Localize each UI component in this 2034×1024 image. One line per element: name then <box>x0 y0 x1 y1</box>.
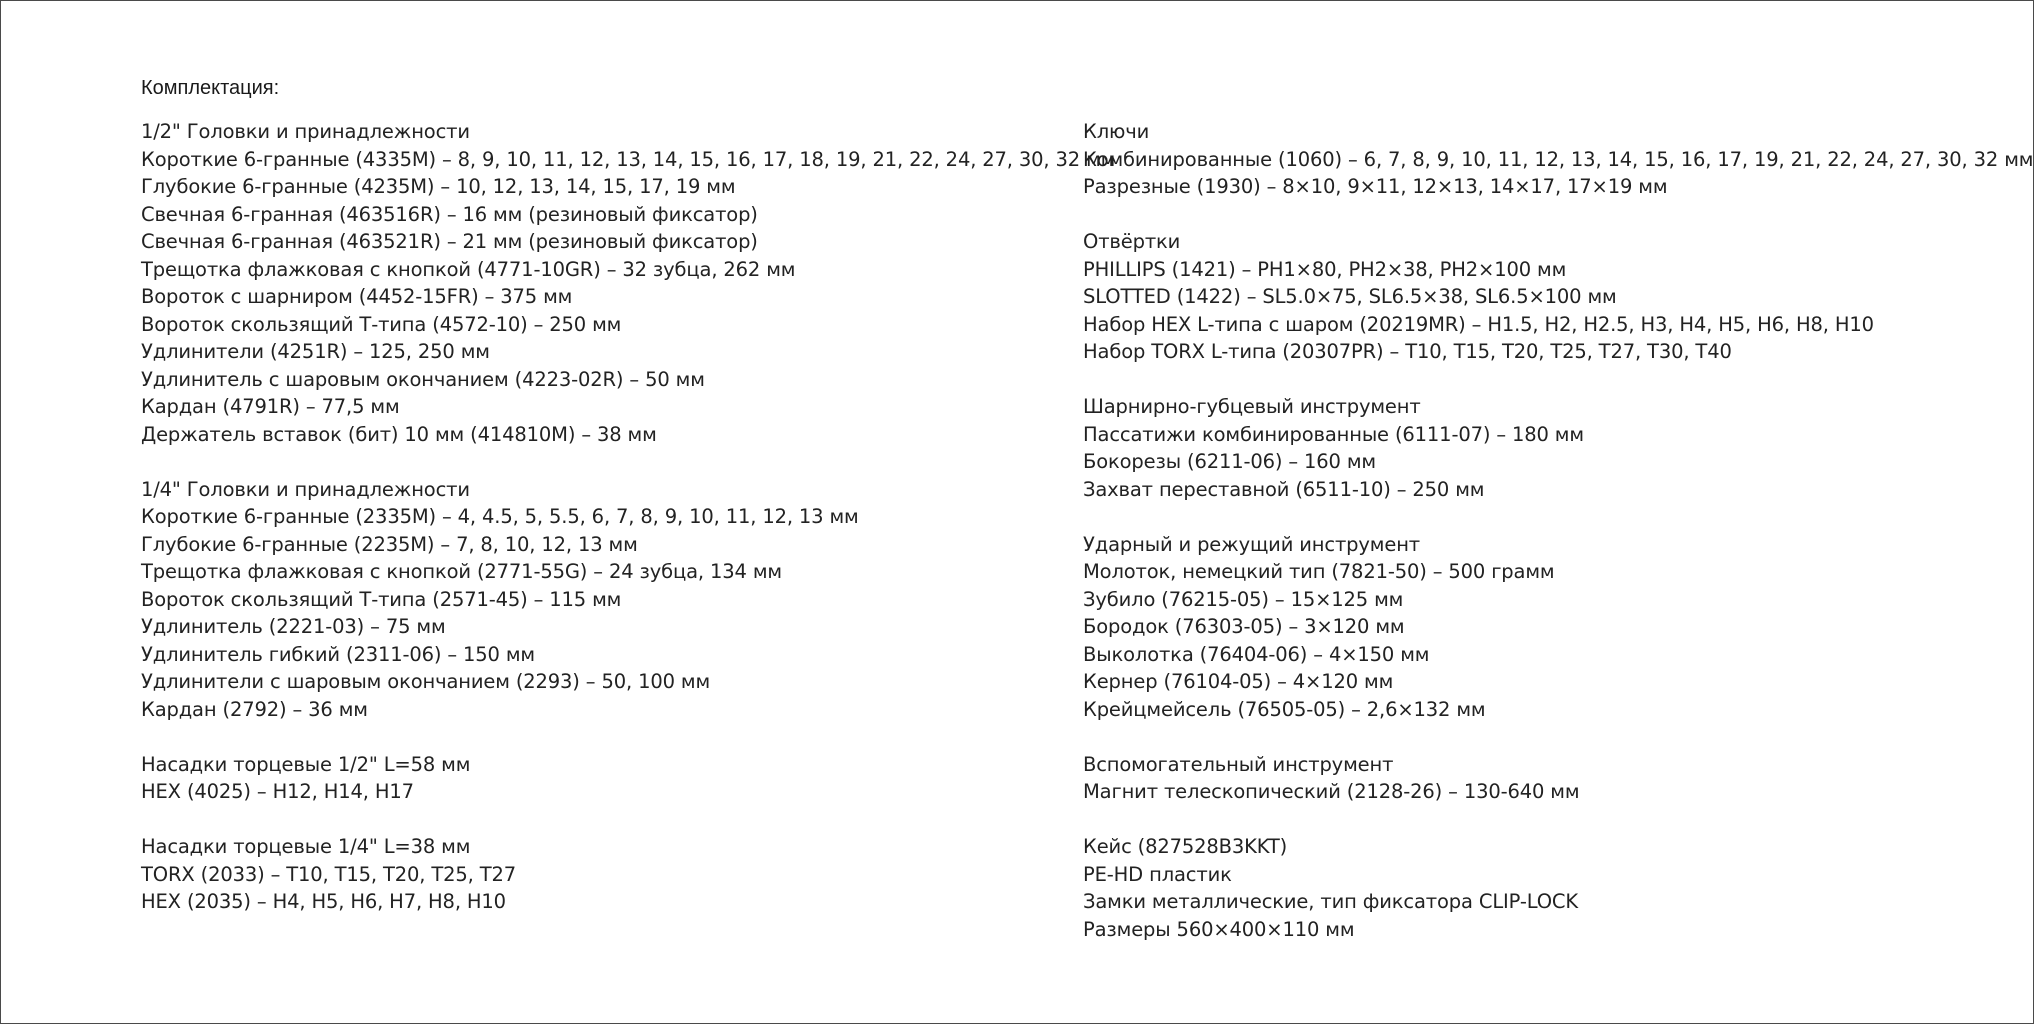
list-item: HEX (4025) – H12, H14, H17 <box>141 780 414 803</box>
list-item: Свечная 6-гранная (463516R) – 16 мм (резиновый фиксатор) <box>141 202 758 226</box>
group-title: Насадки торцевые 1/2" L=58 мм <box>141 752 471 776</box>
list-item: Крейцмейсель (76505-05) – 2,6×132 мм <box>1083 697 1486 721</box>
group-half-inch-sockets <box>141 118 1115 448</box>
list-item: Короткие 6-гранные (2335M) – 4, 4.5, 5, 5.5, 6, 7, 8, 9, 10, 11, 12, 13 мм <box>141 505 859 528</box>
list-item: Магнит телескопический (2128-26) – 130-640 мм <box>1083 780 1580 803</box>
list-item: Комбинированные (1060) – 6, 7, 8, 9, 10, 11, 12, 13, 14, 15, 16, 17, 19, 21, 22, 24, 27, 30, 32 мм <box>1083 147 2034 171</box>
group-auxiliary-tools <box>1083 751 2033 806</box>
list-item: Держатель вставок (бит) 10 мм (414810M) – 38 мм <box>141 422 657 446</box>
group-title: Вспомогательный инструмент <box>1083 752 1394 776</box>
list-item: Удлинитель гибкий (2311-06) – 150 мм <box>141 642 535 666</box>
list-item: Кардан (2792) – 36 мм <box>141 697 368 721</box>
list-item: Удлинители с шаровым окончанием (2293) – 50, 100 мм <box>141 670 711 693</box>
list-item: Короткие 6-гранные (4335M) – 8, 9, 10, 11, 12, 13, 14, 15, 16, 17, 18, 19, 21, 22, 24, 27, 30, 32 мм <box>141 147 1116 171</box>
group-quarter-inch-sockets <box>141 476 1115 724</box>
list-item: Вороток скользящий Т-типа (2571-45) – 115 мм <box>141 587 622 611</box>
list-item: Замки металлические, тип фиксатора CLIP-LOCK <box>1083 890 1579 913</box>
list-item: Бородок (76303-05) – 3×120 мм <box>1083 615 1405 638</box>
list-item: Свечная 6-гранная (463521R) – 21 мм (резиновый фиксатор) <box>141 230 758 253</box>
list-item: PHILLIPS (1421) – PH1×80, PH2×38, PH2×100 мм <box>1083 257 1567 281</box>
group-striking-cutting-tools <box>1083 531 2033 724</box>
list-item: Трещотка флажковая с кнопкой (4771-10GR) – 32 зубца, 262 мм <box>141 257 796 281</box>
list-item: Кардан (4791R) – 77,5 мм <box>141 395 400 418</box>
list-item: Пассатижи комбинированные (6111-07) – 180 мм <box>1083 422 1584 446</box>
group-half-inch-bits <box>141 751 1115 806</box>
list-item: Молоток, немецкий тип (7821-50) – 500 грамм <box>1083 560 1555 583</box>
list-item: Захват переставной (6511-10) – 250 мм <box>1083 477 1485 501</box>
list-item: Зубило (76215-05) – 15×125 мм <box>1083 587 1404 611</box>
group-wrenches <box>1083 118 2033 201</box>
group-title: Кейс (827528B3KKT) <box>1083 835 1288 858</box>
group-quarter-inch-bits <box>141 833 1115 916</box>
list-item: Размеры 560×400×110 мм <box>1083 917 1355 941</box>
group-title: Отвёртки <box>1083 230 1181 253</box>
page-title: Комплектация: <box>141 77 280 99</box>
list-item: Выколотка (76404-06) – 4×150 мм <box>1083 642 1430 666</box>
list-item: Набор TORX L-типа (20307PR) – T10, T15, T20, T25, T27, T30, T40 <box>1083 340 1732 363</box>
list-item: Разрезные (1930) – 8×10, 9×11, 12×13, 14×17, 17×19 мм <box>1083 175 1668 198</box>
group-screwdrivers <box>1083 228 2033 366</box>
list-item: SLOTTED (1422) – SL5.0×75, SL6.5×38, SL6.5×100 мм <box>1083 285 1617 308</box>
list-item: HEX (2035) – H4, H5, H6, H7, H8, H10 <box>141 890 506 913</box>
list-item: Удлинитель (2221-03) – 75 мм <box>141 615 446 638</box>
group-title: 1/2" Головки и принадлежности <box>141 120 470 143</box>
group-pliers <box>1083 393 2033 503</box>
list-item: Бокорезы (6211-06) – 160 мм <box>1083 450 1376 473</box>
group-case <box>1083 833 2033 943</box>
list-item: Вороток скользящий Т-типа (4572-10) – 250 мм <box>141 312 622 336</box>
group-title: Ключи <box>1083 120 1150 143</box>
left-column <box>141 118 1115 943</box>
list-item: PE-HD пластик <box>1083 862 1232 886</box>
group-title: Насадки торцевые 1/4" L=38 мм <box>141 835 471 858</box>
list-item: Глубокие 6-гранные (4235M) – 10, 12, 13, 14, 15, 17, 19 мм <box>141 175 736 198</box>
list-item: Удлинители (4251R) – 125, 250 мм <box>141 340 490 363</box>
list-item: Набор HEX L-типа с шаром (20219MR) – H1.5, H2, H2.5, H3, H4, H5, H6, H8, H10 <box>1083 312 1874 336</box>
list-item: Трещотка флажковая с кнопкой (2771-55G) – 24 зубца, 134 мм <box>141 560 782 583</box>
group-title: Ударный и режущий инструмент <box>1083 532 1421 556</box>
group-title: Шарнирно-губцевый инструмент <box>1083 395 1421 418</box>
list-item: Удлинитель с шаровым окончанием (4223-02R) – 50 мм <box>141 367 705 391</box>
right-column <box>1083 118 2033 971</box>
list-item: Вороток с шарниром (4452-15FR) – 375 мм <box>141 285 573 308</box>
list-item: TORX (2033) – T10, T15, T20, T25, T27 <box>141 862 517 886</box>
list-item: Глубокие 6-гранные (2235M) – 7, 8, 10, 12, 13 мм <box>141 532 638 556</box>
list-item: Кернер (76104-05) – 4×120 мм <box>1083 670 1394 693</box>
group-title: 1/4" Головки и принадлежности <box>141 477 470 501</box>
